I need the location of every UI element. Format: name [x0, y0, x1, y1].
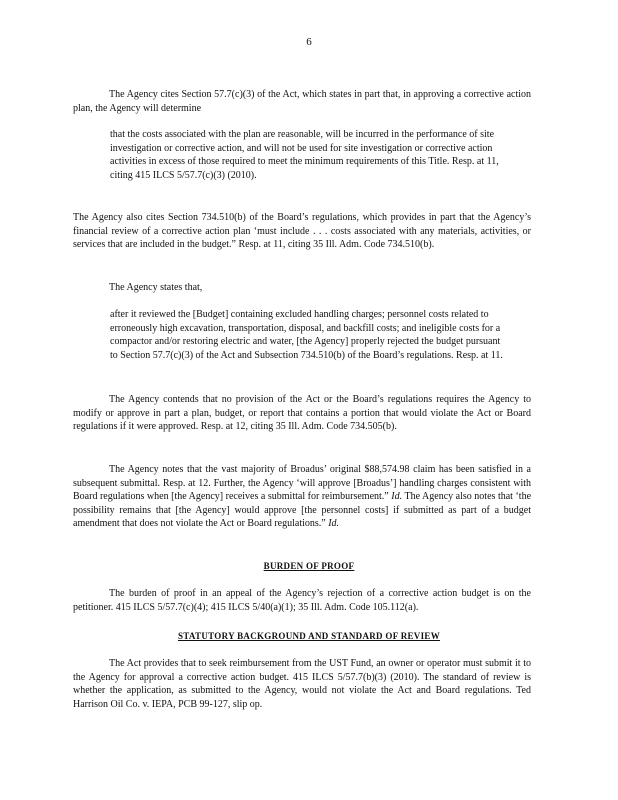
- block-quote-budget: after it reviewed the [Budget] containing excluded handling charges; personnel costs related to erroneously high excavation, transportation, disposal, and backfill costs; and ineligible costs for a compactor and/or restoring electric and water, [the Agency] properly rejected the budget pursuant to Section 57.7(c)(3) of the Act and Subsection 734.510(b) of the Board’s regulations. Resp. at 11.: [110, 309, 503, 361]
- paragraph-text: The Agency also cites Section 734.510(b) of the Board’s regulations, which provides in part that the Agency’s financial review of a corrective action plan ‘must include . . . costs associated with any materials, activities, or services that are included in the budget.” Resp. at 11, citing 35 Ill. Adm. Code 734.510(b).: [73, 212, 531, 250]
- paragraph-agency-cites-section: [73, 88, 531, 115]
- paragraph-board-regulations: [73, 211, 531, 252]
- paragraph-text: The Agency cites Section 57.7(c)(3) of the Act, which states in part that, in approving a corrective action plan, the Agency will determine: [73, 89, 531, 114]
- paragraph-text: The Agency contends that no provision of the Act or the Board’s regulations requires the Agency to modify or approve in part a plan, budget, or report that contains a portion that would violate the Act or Board regulations if it were approved. Resp. at 12, citing 35 Ill. Adm. Code 734.505(b).: [73, 394, 531, 432]
- paragraph-text: The Act provides that to seek reimbursement from the UST Fund, an owner or operator must submit it to the Agency for approval a corrective action budget. 415 ILCS 5/57.7(b)(3) (2010). The standard of review is whether the application, as submitted to the Agency, would not violate the Act and Board regulations. Ted Harrison Oil Co. v. IEPA, PCB 99-127, slip op.: [73, 658, 531, 710]
- paragraph-text: The burden of proof in an appeal of the Agency’s rejection of a corrective action budget is on the petitioner. 415 ILCS 5/57.7(c)(4); 415 ILCS 5/40(a)(1); 35 Ill. Adm. Code 105.112(a).: [73, 588, 531, 613]
- paragraph-text: The Agency states that,: [109, 282, 203, 293]
- paragraph-act-provides: [73, 657, 531, 711]
- block-quote-costs: that the costs associated with the plan are reasonable, will be incurred in the performance of site investigation or corrective action, and will not be used for site investigation or corrective action activities in excess of those required to meet the minimum requirements of this Title. Resp. at 11, citing 415 ILCS 5/57.7(c)(3) (2010).: [110, 129, 499, 181]
- citation-id: Id.: [328, 518, 340, 529]
- paragraph-agency-states: [73, 281, 531, 295]
- paragraph-burden: [73, 587, 531, 614]
- paragraph-text: The Agency notes that the vast majority of Broadus’ original $88,574.98 claim has been satisfied in a subsequent submittal. Resp. at 12. Further, the Agency ‘will approve [Broadus’] handling charges consistent with Board regulations when [the Agency] receives a submittal for reimbursement.”: [73, 464, 531, 502]
- paragraph-agency-contends: [73, 393, 531, 434]
- citation-id: Id.: [391, 491, 403, 502]
- paragraph-agency-notes: [73, 463, 531, 531]
- heading-statutory-background: STATUTORY BACKGROUND AND STANDARD OF REVIEW: [177, 631, 441, 641]
- paragraph-text: The Agency also notes that ‘the possibility remains that [the Agency] would approve [the personnel costs] if submitted as part of a budget amendment that does not violate the Act or Board regulations.”: [73, 491, 532, 529]
- heading-burden-of-proof: BURDEN OF PROOF: [263, 561, 355, 571]
- page-number: 6: [306, 36, 312, 48]
